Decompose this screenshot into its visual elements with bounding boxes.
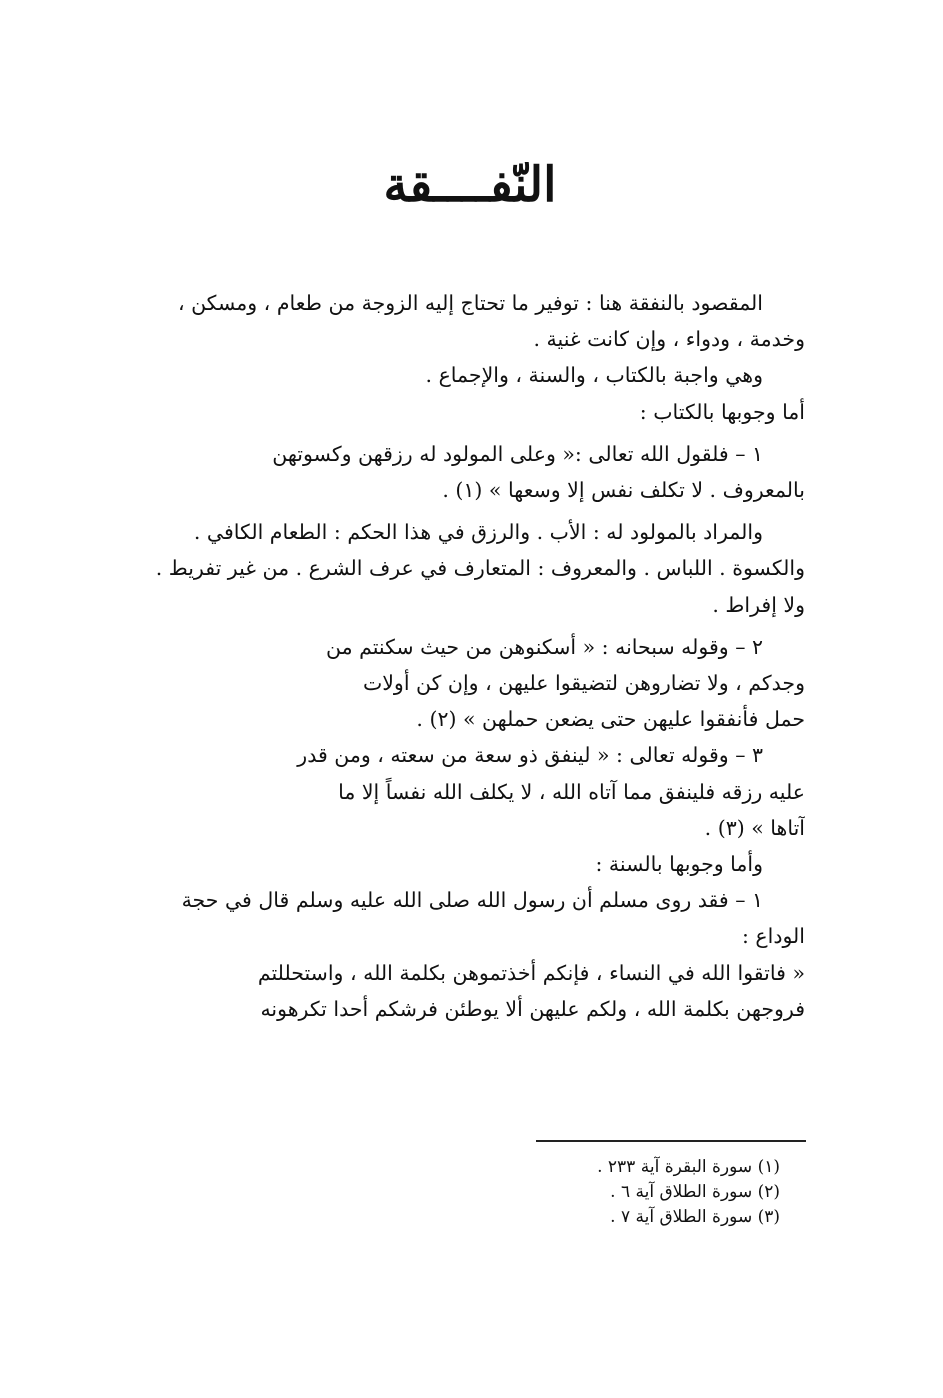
- text-line: ٣ – وقوله تعالى : « لينفق ذو سعة من سعته ، ومن قدر: [297, 743, 763, 768]
- text-line: المقصود بالنفقة هنا : توفير ما تحتاج إليه الزوجة من طعام ، ومسكن ،: [177, 291, 763, 315]
- footnotes: [470, 1155, 780, 1230]
- text-line: « فاتقوا الله في النساء ، فإنكم أخذتموهن بكلمة الله ، واستحللتم: [257, 960, 805, 985]
- text-line: والمراد بالمولود له : الأب . والرزق في هذا الحكم : الطعام الكافي .: [193, 520, 763, 545]
- text-line: فروجهن بكلمة الله ، ولكم عليهن ألا يوطئن فرشكم أحدا تكرهونه: [260, 996, 805, 1021]
- text-line: ١ – فلقول الله تعالى :« وعلى المولود له رزقهن وكسوتهن: [272, 441, 763, 466]
- text-line: وخدمة ، ودواء ، وإن كانت غنية .: [533, 327, 805, 352]
- text-line: حمل فأنفقوا عليهن حتى يضعن حملهن » (٢) .: [416, 707, 805, 732]
- page-title: النّفــــقة: [383, 157, 557, 213]
- text-line: أما وجوبها بالكتاب :: [639, 399, 805, 424]
- text-line: آتاها » (٣) .: [704, 815, 805, 840]
- text-line: الوداع :: [741, 924, 805, 949]
- text-line: ٢ – وقوله سبحانه : « أسكنوهن من حيث سكنتم من: [325, 634, 763, 659]
- text-line: عليه رزقه فلينفق مما آتاه الله ، لا يكلف الله نفساً إلا ما: [338, 779, 805, 804]
- footnote: (١) سورة البقرة آية ٢٣٣ .: [597, 1157, 780, 1177]
- text-line: ولا إفراط .: [712, 592, 805, 617]
- text-line: وجدكم ، ولا تضاروهن لتضيقوا عليهن ، وإن كن أولات: [362, 671, 805, 696]
- text-line: وأما وجوبها بالسنة :: [595, 852, 763, 877]
- text-line: وهي واجبة بالكتاب ، والسنة ، والإجماع .: [425, 363, 763, 388]
- text-line: والكسوة . اللباس . والمعروف : المتعارف في عرف الشرع . من غير تفريط .: [155, 556, 805, 581]
- footnote: (٣) سورة الطلاق آية ٧ .: [610, 1207, 780, 1227]
- text-line: ١ – فقد روى مسلم أن رسول الله صلى الله عليه وسلم قال في حجة: [181, 888, 763, 913]
- text-line: بالمعروف . لا تكلف نفس إلا وسعها » (١) .: [442, 478, 805, 503]
- footnote: (٢) سورة الطلاق آية ٦ .: [610, 1182, 780, 1202]
- footnote-separator: [536, 1140, 806, 1142]
- main-text: [115, 285, 805, 1027]
